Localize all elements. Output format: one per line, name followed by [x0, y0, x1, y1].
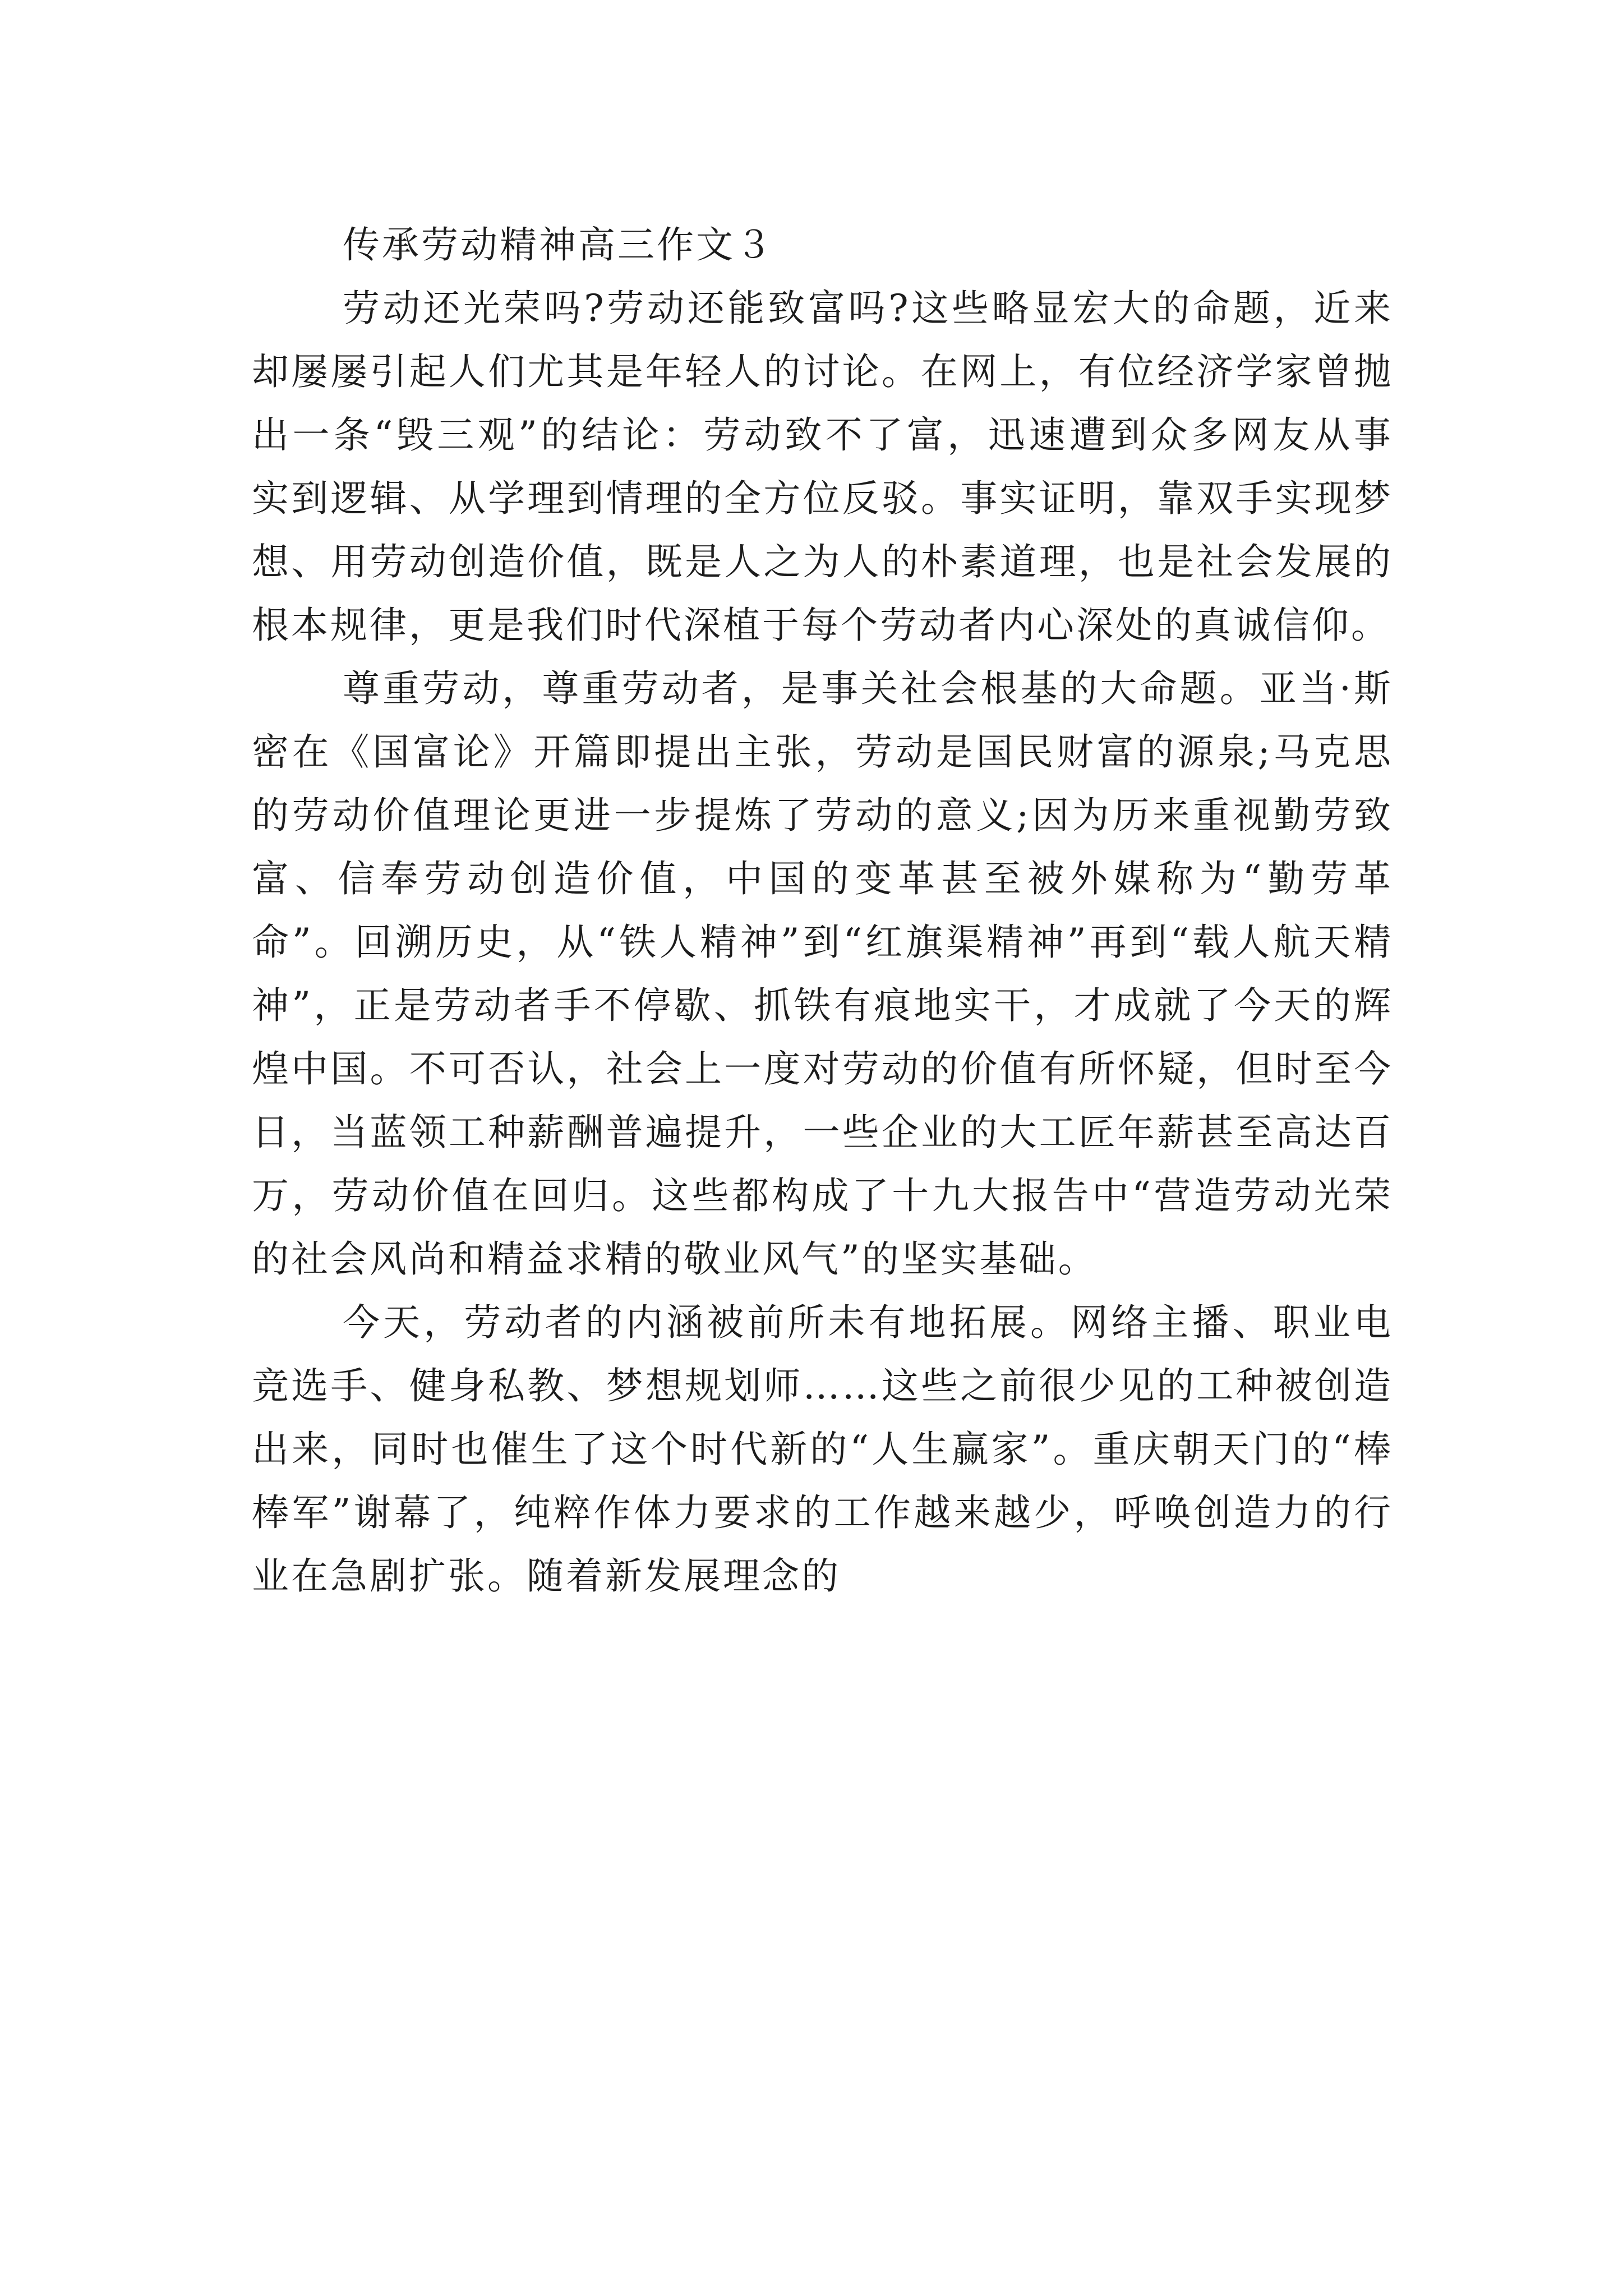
document-title: 传承劳动精神高三作文３ [343, 223, 774, 266]
paragraph-2: 尊重劳动，尊重劳动者，是事关社会根基的大命题。亚当·斯密在《国富论》开篇即提出主张，劳动是国民财富的源泉;马克思的劳动价值理论更进一步提炼了劳动的意义;因为历来重视勤劳致富、信奉劳动创造价值，中国的变革甚至被外媒称为“勤劳革命”。回溯历史，从“铁人精神”到“红旗渠精神”再到“载人航天精神”，正是劳动者手不停歇、抓铁有痕地实干，才成就了今天的辉煌中国。不可否认，社会上一度对劳动的价值有所怀疑，但时至今日，当蓝领工种薪酬普遍提升，一些企业的大工匠年薪甚至高达百万，劳动价值在回归。这些都构成了十九大报告中“营造劳动光荣的社会风尚和精益求精的敬业风气”的坚实基础。 [252, 667, 1393, 1281]
paragraph-3: 今天，劳动者的内涵被前所未有地拓展。网络主播、职业电竞选手、健身私教、梦想规划师……这些之前很少见的工种被创造出来，同时也催生了这个时代新的“人生赢家”。重庆朝天门的“棒棒军”谢幕了，纯粹作体力要求的工作越来越少，呼唤创造力的行业在急剧扩张。随着新发展理念的 [252, 1301, 1393, 1598]
document-body [252, 213, 1393, 1608]
paragraph-1: 劳动还光荣吗?劳动还能致富吗?这些略显宏大的命题，近来却屡屡引起人们尤其是年轻人的讨论。在网上，有位经济学家曾抛出一条“毁三观”的结论：劳动致不了富，迅速遭到众多网友从事实到逻辑、从学理到情理的全方位反驳。事实证明，靠双手实现梦想、用劳动创造价值，既是人之为人的朴素道理，也是社会发展的根本规律，更是我们时代深植于每个劳动者内心深处的真诚信仰。 [252, 287, 1393, 647]
